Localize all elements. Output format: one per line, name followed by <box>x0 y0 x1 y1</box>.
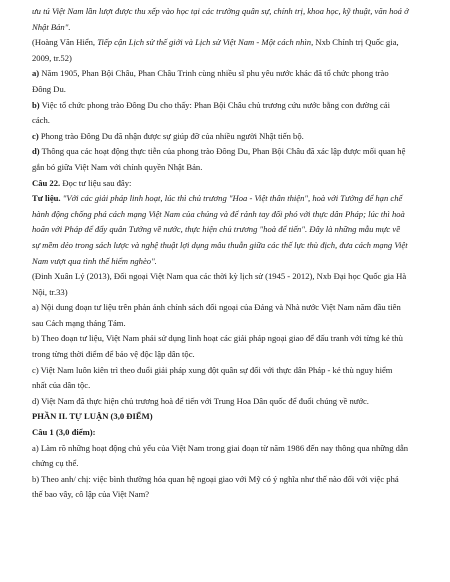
source-title: Tiếp cận Lịch sử thế giới và Lịch sử Việt Nam - Một cách nhìn <box>97 37 312 48</box>
question-heading: Câu 1 (3,0 điểm): <box>32 427 96 438</box>
option-text: Năm 1905, Phan Bội Châu, Phan Châu Trinh cùng nhiều sĩ phu yêu nước khác đã tổ chức phong trào <box>39 68 389 79</box>
essay-line: thế bao vây, cô lập của Việt Nam? <box>32 489 150 500</box>
document-line <box>32 191 430 207</box>
document-line: Nam vượt qua tình thế hiểm nghèo". <box>32 255 157 266</box>
source-author: (Hoàng Văn Hiển, <box>32 37 98 48</box>
option-line: Đông Du. <box>32 83 66 94</box>
quote-line: ưu tú Việt Nam lần lượt được thu xếp vào học tại các trường quân sự, chính trị, khoa học, kỹ thuật, văn hoá ở <box>32 6 409 16</box>
option-text: Việc tổ chức phong trào Đông Du cho thấy: Phan Bội Châu chủ trương cứu nước bằng con đường cải <box>39 99 390 110</box>
document-line: hành động chống phá cách mạng Việt Nam của chúng và để rảnh tay đối phó với thực dân Pháp; lúc thì hoà <box>32 208 405 219</box>
question-heading <box>32 176 430 192</box>
option-line: cách. <box>32 115 50 126</box>
option-text: Phong trào Đông Du đã nhận được sự giúp đỡ của nhiều người Nhật tiến bộ. <box>38 130 304 141</box>
option-line <box>32 144 430 160</box>
question-number: Câu 22. <box>32 177 61 188</box>
option-line: gắn bó giữa Việt Nam với chính quyền Nhật Bản. <box>32 161 203 172</box>
q22-options <box>32 300 430 409</box>
option-label: d) <box>32 146 40 157</box>
option-line: d) Việt Nam đã thực hiện chủ trương hoà để tiến với Trung Hoa Dân quốc để đuổi chúng về nước. <box>32 395 369 406</box>
essay-line: a) Làm rõ những hoạt động chủ yếu của Việt Nam trong giai đoạn từ năm 1986 đến nay thông qua những dẫn <box>32 442 409 453</box>
option-line: sau Cách mạng tháng Tám. <box>32 317 126 328</box>
quote-source-year: 2009, tr.52) <box>32 52 72 63</box>
option-line <box>32 98 430 114</box>
document-line: hoãn với Pháp để đẩy quân Tưởng về nước, thực hiện chủ trương "hoà để tiến". Đây là những mẫu mực về <box>32 224 401 235</box>
document-line: sự mềm dẻo trong sách lược và nghệ thuật lợi dụng mâu thuẫn giữa các thế lực thù địch, đưa cách mạng Việt <box>32 239 408 250</box>
essay-line: b) Theo anh/ chị: việc bình thường hóa quan hệ ngoại giao với Mỹ có ý nghĩa như thế nào đối với việc phá <box>32 473 399 484</box>
document-source: (Đinh Xuân Lý (2013), Đối ngoại Việt Nam qua các thời kỳ lịch sử (1945 - 2012), Nxb Đại học Quốc gia Hà <box>32 271 407 282</box>
option-line: trong từng thời điểm để bảo vệ độc lập dân tộc. <box>32 349 195 360</box>
option-label: c) <box>32 130 39 141</box>
document-source: Nội, tr.33) <box>32 286 68 297</box>
document-text: "Với các giải pháp linh hoạt, lúc thì chủ trương "Hoa - Việt thân thiện", hoà với Tưởng để hạn chế <box>60 193 403 204</box>
option-line: c) Việt Nam luôn kiên trì theo đuổi giải pháp xung đột quân sự đối với thực dân Pháp - kẻ thù nguy hiểm <box>32 364 393 375</box>
quote-line: Nhật Bản". <box>32 21 71 32</box>
option-line: a) Nội dung đoạn tư liệu trên phản ánh chính sách đối ngoại của Đảng và Nhà nước Việt Nam năm đầu tiên <box>32 302 401 313</box>
option-line: b) Theo đoạn tư liệu, Việt Nam phải sử dụng linh hoạt các giải pháp ngoại giao để đấu tranh với từng kẻ thù <box>32 333 403 344</box>
option-line <box>32 129 430 145</box>
section-heading: PHẦN II. TỰ LUẬN (3,0 ĐIỂM) <box>32 411 153 422</box>
question-instruction: Đọc tư liệu sau đây: <box>60 177 132 188</box>
option-label: b) <box>32 99 40 110</box>
essay-line: chứng cụ thể. <box>32 458 79 469</box>
option-text: Thông qua các hoạt động thực tiễn của phong trào Đông Du, Phan Bội Châu đã xác lập được mối quan hệ <box>39 146 406 157</box>
quote-source <box>32 35 430 51</box>
option-label: a) <box>32 68 40 79</box>
document-label: Tư liệu. <box>32 193 61 204</box>
source-publisher: , Nxb Chính trị Quốc gia, <box>311 37 399 48</box>
option-line: nhất của dân tộc. <box>32 380 91 391</box>
q21-options <box>32 66 430 175</box>
option-line <box>32 66 430 82</box>
